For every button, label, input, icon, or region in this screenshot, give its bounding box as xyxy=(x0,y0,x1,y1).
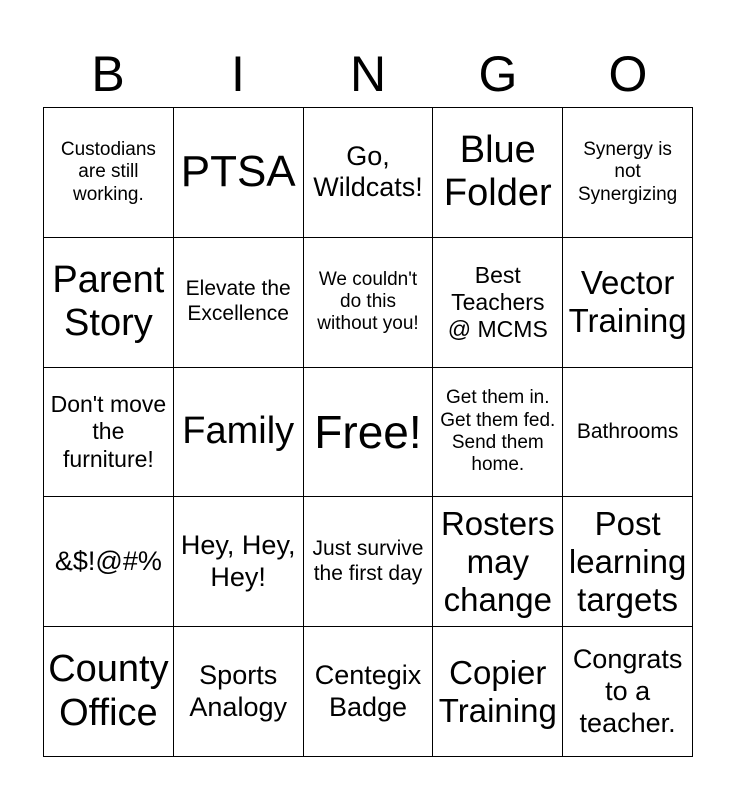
bingo-cell[interactable]: Copier Training xyxy=(433,627,563,757)
bingo-cell[interactable]: Get them in. Get them fed. Send them home. xyxy=(433,368,563,498)
bingo-cell[interactable]: Post learning targets xyxy=(563,497,693,627)
bingo-cell[interactable]: Hey, Hey, Hey! xyxy=(174,497,304,627)
bingo-cell[interactable]: Centegix Badge xyxy=(304,627,434,757)
bingo-cell[interactable]: Just survive the first day xyxy=(304,497,434,627)
free-space-cell[interactable]: Free! xyxy=(304,368,434,498)
header-letter-o: O xyxy=(608,46,648,102)
header-letter-n: N xyxy=(349,46,387,102)
bingo-cell[interactable]: Parent Story xyxy=(44,238,174,368)
header-letter-i: I xyxy=(231,46,245,102)
bingo-cell[interactable]: Family xyxy=(174,368,304,498)
bingo-cell[interactable]: Synergy is not Synergizing xyxy=(563,108,693,238)
bingo-cell[interactable]: Don't move the furniture! xyxy=(44,368,174,498)
bingo-cell[interactable]: PTSA xyxy=(174,108,304,238)
bingo-cell[interactable]: Custodians are still working. xyxy=(44,108,174,238)
bingo-cell[interactable]: Congrats to a teacher. xyxy=(563,627,693,757)
bingo-cell[interactable]: We couldn't do this without you! xyxy=(304,238,434,368)
bingo-cell[interactable]: Bathrooms xyxy=(563,368,693,498)
bingo-cell[interactable]: Blue Folder xyxy=(433,108,563,238)
bingo-cell[interactable]: Best Teachers @ MCMS xyxy=(433,238,563,368)
bingo-cell[interactable]: Go, Wildcats! xyxy=(304,108,434,238)
bingo-cell[interactable]: County Office xyxy=(44,627,174,757)
header-letter-g: G xyxy=(478,46,518,102)
bingo-header xyxy=(43,40,693,108)
bingo-cell[interactable]: Sports Analogy xyxy=(174,627,304,757)
header-letter-b: B xyxy=(91,46,125,102)
bingo-cell[interactable]: Vector Training xyxy=(563,238,693,368)
bingo-card-grid xyxy=(43,107,693,757)
bingo-cell[interactable]: &$!@#% xyxy=(44,497,174,627)
bingo-cell[interactable]: Elevate the Excellence xyxy=(174,238,304,368)
bingo-cell[interactable]: Rosters may change xyxy=(433,497,563,627)
